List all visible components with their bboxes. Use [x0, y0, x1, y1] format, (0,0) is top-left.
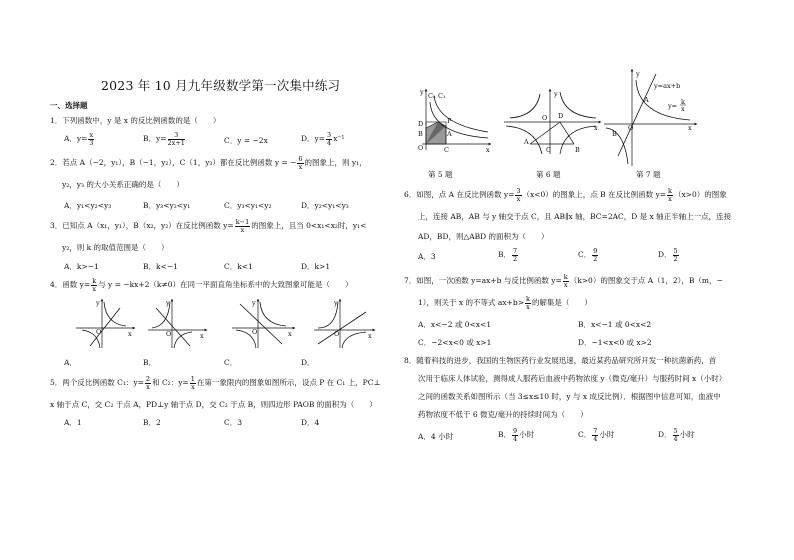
fig7-label-o: O: [628, 124, 634, 132]
q6-option-d: D． $\frac{5}{2}$: [658, 247, 678, 263]
q5-option-c: C．3: [224, 418, 243, 427]
q4-option-a: A．: [64, 358, 77, 367]
q1-stem: 1．下列函数中，y 是 x 的反比例函数的是（ ）: [50, 116, 221, 125]
q4d-origin-label: O: [334, 330, 340, 338]
fig7-y-label: y: [636, 70, 640, 78]
fig6-y-label: y: [554, 90, 558, 98]
q4d-y-label: y: [334, 299, 338, 307]
q4-graph-d: [314, 298, 376, 350]
q4-graph-b: [148, 298, 208, 350]
fig5-y-label: y: [420, 88, 424, 96]
q8-option-d: D． $\frac{5}{4}$ 小时: [658, 427, 695, 443]
q4-option-b: B．: [143, 358, 157, 367]
q6-option-a: A．3: [418, 252, 436, 261]
q4a-origin-label: O: [96, 328, 102, 336]
q4b-origin-label: O: [166, 330, 172, 338]
q5-stem-line1: 5．两个反比例函数 C₁：y= $\frac{2}{x}$ 和 C₂：y= $\frac{1}{x}$ 在第一象限内的图象如图所示，设点 P 在 C₁ 上，PC⊥: [50, 375, 381, 391]
fig5-label-a: A: [447, 130, 452, 138]
q4b-y-label: y: [166, 299, 170, 307]
q3-stem-line1: 3．已知点 A（x₁，y₁），B（x₂，y₂）在反比例函数 y= $\frac{k-1}{x}$ 的图象上，且当 0<x₁<x₂时，y₁<: [50, 218, 367, 234]
q1-option-d: D．y= $\frac{3}{4}$ x⁻¹: [301, 131, 345, 147]
q7-option-c: C．−2<x<0 或 x>1: [418, 338, 492, 347]
q2-option-d: D．y₂<y₁<y₃: [301, 201, 349, 210]
q4a-y-label: y: [96, 299, 100, 307]
q8-stem-line1: 8．随着科技的进步，我国的生物医药行业发展迅速，最近某药品研究所开发一种抗菌新药，首: [404, 356, 717, 365]
fig7-caption: 第 7 题: [636, 170, 661, 179]
fig7-x-label: x: [688, 124, 692, 132]
fig6-caption: 第 6 题: [536, 170, 561, 179]
q1-option-c: C．y = −2x: [224, 136, 268, 145]
q4c-y-label: y: [252, 299, 256, 307]
q6-option-b: B． $\frac{7}{2}$: [498, 247, 518, 263]
fig5-label-c1: C₁: [438, 92, 446, 100]
q4-option-d: D．: [301, 358, 315, 367]
q3-option-c: C．k<1: [224, 262, 253, 271]
fig5-label-d: D: [418, 120, 424, 128]
q6-stem-line1: 6．如图，点 A 在反比例函数 y= $\frac{3}{x}$ （x<0）的图象上，点 B 在反比例函数 y= $\frac{k}{x}$ （x>0）的图象: [404, 187, 727, 203]
q4d-x-label: x: [368, 332, 372, 340]
q3-stem-line2: y₂，则 k 的取值范围是（ ）: [62, 243, 169, 252]
q3-option-a: A．k>−1: [64, 262, 99, 271]
page-title: 2023 年 10 月九年级数学第一次集中练习: [101, 78, 341, 93]
q4c-x-label: x: [288, 330, 292, 338]
q6-stem-line2: 上，连接 AB，AB 与 y 轴交于点 C，且 AB∥x 轴，BC=2AC，D 是 x 轴正半轴上一点，连接: [418, 212, 732, 221]
q2-stem-line2: y₂，y₃ 的大小关系正确的是（ ）: [62, 180, 184, 189]
q8-stem-line3: 之间的函数关系如图所示（当 3≤x≤10 时，y 与 x 成反比例）．根据图中信息可知，血液中: [418, 392, 721, 401]
q7-option-d: D．−1<x<0 或 x>2: [578, 338, 652, 347]
fig5-label-o: O: [418, 144, 424, 152]
q4a-x-label: x: [128, 330, 132, 338]
fig7-curve-x: x: [681, 105, 685, 113]
q6-stem-line3: AD，BD，则△ABD 的面积为（ ）: [418, 232, 549, 241]
q7-option-b: B．x<−1 或 0<x<2: [578, 320, 652, 329]
q3-option-b: B．k<−1: [143, 262, 178, 271]
q4-graph-a: [76, 298, 136, 350]
q6-option-c: C． $\frac{9}{2}$: [578, 247, 598, 263]
q5-stem-line2: x 轴于点 C，交 C₂ 于点 A，PD⊥y 轴于点 D，交 C₂ 于点 B，则四边形 PAOB 的面积为（ ）: [50, 400, 377, 409]
q8-option-b: B． $\frac{9}{4}$ 小时: [498, 427, 535, 443]
fig7-label-b: B: [612, 130, 617, 138]
fig5-caption: 第 5 题: [428, 170, 453, 179]
q4c-origin-label: O: [252, 328, 258, 336]
figure-5: [414, 88, 494, 156]
q2-option-a: A．y₁<y₂<y₃: [64, 201, 112, 210]
fig6-label-d: D: [558, 112, 564, 120]
q4b-x-label: x: [200, 332, 204, 340]
fig5-label-c: C: [444, 146, 449, 154]
q8-option-c: C． $\frac{7}{4}$ 小时: [578, 427, 615, 443]
fig5-label-p: P: [447, 117, 452, 125]
q4-graph-c: [232, 298, 296, 350]
fig6-label-o: O: [542, 114, 548, 122]
q8-stem-line2: 次用于临床人体试验，测得成人服药后血液中药物浓度 y（微克/毫升）与服药时间 x（小时）: [418, 374, 727, 383]
fig5-label-c2: C₂: [428, 92, 436, 100]
q7-stem-line2: 1），则关于 x 的不等式 ax+b> $\frac{k}{x}$ 的解集是（ ）: [418, 295, 592, 311]
q1-option-a: A．y= $\frac{x}{3}$: [64, 131, 94, 147]
q5-option-d: D．4: [301, 418, 320, 427]
fig6-label-c: C: [546, 146, 551, 154]
fig7-label-a: A: [644, 96, 649, 104]
q7-stem-line1: 7．如图，一次函数 y=ax+b 与反比例函数 y= $\frac{k}{x}$ （k>0）的图象交于点 A（1，2），B（m，−: [404, 273, 723, 289]
fig7-curve-label: y=: [668, 102, 678, 110]
q2-option-c: C．y₃<y₁<y₂: [224, 201, 272, 210]
fig6-label-a: A: [524, 138, 529, 146]
q3-option-d: D．k>1: [301, 262, 331, 271]
figure-6: [502, 88, 602, 156]
q7-option-a: A．x<−2 或 0<x<1: [418, 320, 492, 329]
q2-stem-line1: 2．若点 A（−2，y₁），B（−1，y₂），C（1，y₃）都在反比例函数 y = − $\frac{6}{x}$ 的图象上，则 y₁，: [50, 155, 367, 171]
fig6-x-label: x: [594, 124, 598, 132]
q5-option-b: B．2: [143, 418, 161, 427]
fig5-x-label: x: [486, 146, 490, 154]
q5-option-a: A．1: [64, 418, 82, 427]
q8-stem-line4: 药物浓度不低于 6 微克/毫升的持续时间为（ ）: [418, 410, 588, 419]
fig6-label-b: B: [575, 146, 580, 154]
figure-7: [600, 68, 700, 168]
fig7-line-label: y=ax+b: [654, 82, 681, 90]
fig5-label-b: B: [418, 130, 423, 138]
q2-option-b: B．y₃<y₂<y₁: [143, 201, 191, 210]
q8-option-a: A．4 小时: [418, 432, 454, 441]
q4-option-c: C．: [224, 358, 238, 367]
q1-option-b: B．y= $\frac{3}{2x+1}$: [143, 131, 185, 147]
section-heading: 一、选择题: [50, 101, 88, 110]
fig7-curve-k: k: [681, 98, 685, 106]
q4-stem: 4．函数 y= $\frac{k}{x}$ 与 y = −kx+2（k≠0）在同一平面直角坐标系中的大致图象可能是（ ）: [50, 277, 353, 293]
